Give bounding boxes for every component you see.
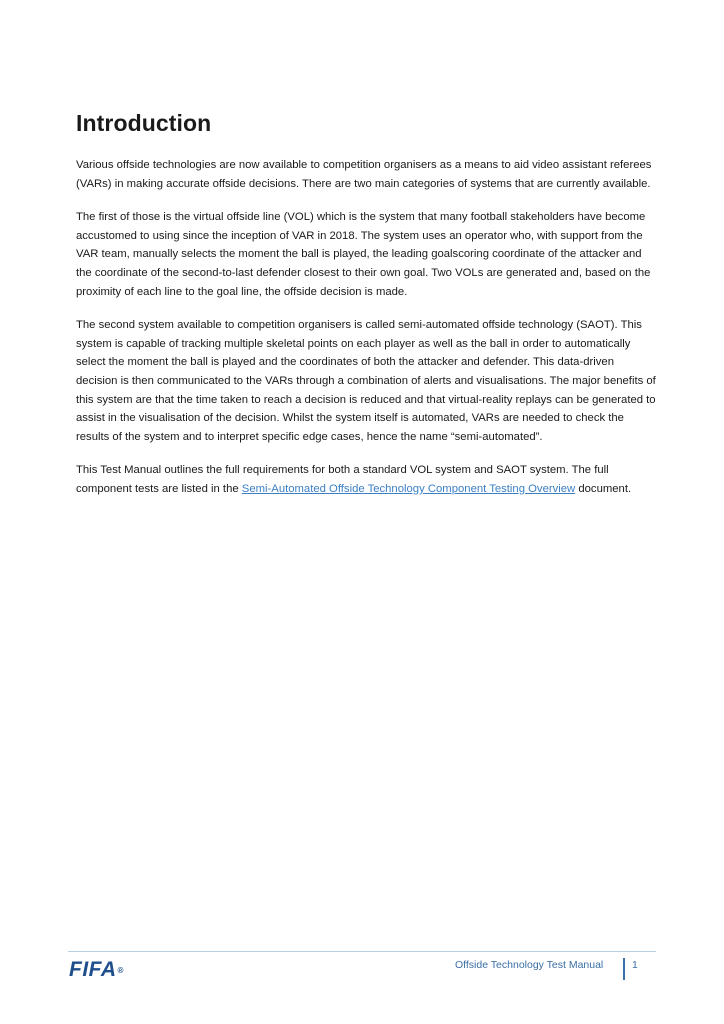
- page-number: 1: [632, 959, 638, 971]
- paragraph-intro: Various offside technologies are now available to competition organisers as a means to aid video assistant referees (VARs) in making accurate offside decisions. There are two main categories of systems that are currently available.: [76, 159, 652, 190]
- footer-separator: [623, 958, 625, 980]
- paragraph-text-before-link: This Test Manual outlines the full requirements for both a standard VOL system and SAOT system. The full component tests are listed in the: [76, 464, 609, 495]
- paragraph-vol: The first of those is the virtual offside line (VOL) which is the system that many football stakeholders have become accustomed to using since the inception of VAR in 2018. The system uses an operator who, with support from the VAR team, manually selects the moment the ball is played, the leading goalscoring coordinate of the attacker and the coordinate of the second-to-last defender closest to their own goal. Two VOLs are generated and, based on the proximity of each line to the goal line, the offside decision is made.: [76, 211, 651, 298]
- fifa-logo-text: FIFA: [69, 958, 117, 981]
- paragraph-saot: The second system available to competition organisers is called semi-automated offside technology (SAOT). This system is capable of tracking multiple skeletal points on each player as well as the ball in order to automatically select the moment the ball is played and the coordinates of both the attacker and defender. This data-driven decision is then communicated to the VARs through a combination of alerts and visualisations. The major benefits of this system are that the time taken to reach a decision is reduced and that virtual-reality replays can be generated to assist in the visualisation of the decision. Whilst the system itself is automated, VARs are needed to check the results of the system and to interpret specific edge cases, hence the name “semi-automated”.: [76, 319, 656, 443]
- paragraph-text-after-link: document.: [575, 482, 632, 495]
- paragraph-test-manual: [76, 461, 656, 498]
- component-testing-overview-link[interactable]: Semi-Automated Offside Technology Component Testing Overview: [241, 482, 576, 495]
- document-body: [76, 108, 656, 514]
- page-heading: Introduction: [76, 110, 212, 136]
- registered-mark: ®: [117, 966, 124, 975]
- footer-document-title: Offside Technology Test Manual: [455, 959, 604, 971]
- footer-divider: [68, 951, 656, 952]
- fifa-logo: [69, 958, 123, 982]
